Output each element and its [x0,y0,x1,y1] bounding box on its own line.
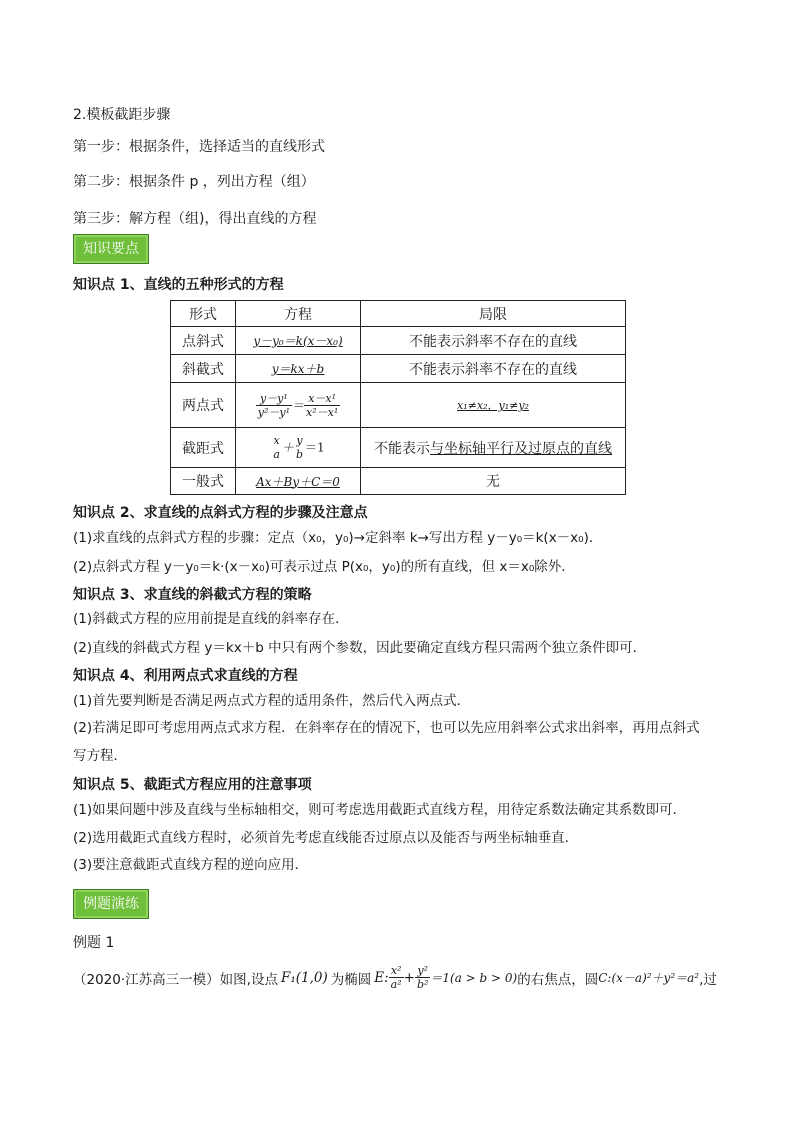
kp2-p1: (1)求直线的点斜式方程的步骤：定点（x₀，y₀)→定斜率 k→写出方程 y－y₀＝k(x－x₀)． [73,530,603,546]
row-limit: x₁≠x₂，y₁≠y₂ [361,383,626,428]
kp5-title: 知识点 5、截距式方程应用的注意事项 [73,777,312,793]
kp3-p1: (1)斜截式方程的应用前提是直线的斜率存在． [73,611,349,627]
table-row [171,468,626,495]
row-limit: 无 [361,468,626,495]
kp4-p1: (1)首先要判断是否满足两点式方程的适用条件，然后代入两点式． [73,693,471,709]
kp2-p2: (2)点斜式方程 y－y₀＝k·(x－x₀)可表示过点 P(x₀，y₀)的所有直线，但 x＝x₀除外． [73,559,575,575]
step-2: 第二步：根据条件 p ，列出方程（组） [73,174,315,190]
circle-equation: C:(x－a)²＋y²＝a² [598,971,700,985]
row-equation: y＝kx＋b [236,355,361,383]
kp4-p2a: (2)若满足即可考虑用两点式求方程．在斜率存在的情况下，也可以先应用斜率公式求出斜率，再用点斜式 [73,720,700,736]
row-form: 点斜式 [171,327,236,355]
row-form: 两点式 [171,383,236,428]
fraction: $\frac{\text{y－y¹}}{\text{y²－y¹}}$ [257,391,290,419]
kp5-p3: (3)要注意截距式直线方程的逆向应用． [73,857,309,873]
row-form: 截距式 [171,428,236,468]
row-limit: 不能表示斜率不存在的直线 [361,327,626,355]
kp1-title: 知识点 1、直线的五种形式的方程 [73,277,284,293]
fraction: $\frac{x}{a}$ [273,434,280,461]
row-limit: 不能表示斜率不存在的直线 [361,355,626,383]
table-header-row [171,301,626,327]
example-source: （2020·江苏高三一模）如图,设点 [73,971,278,988]
header-form: 形式 [171,301,236,327]
row-form: 斜截式 [171,355,236,383]
example-end: ,过 [699,971,717,988]
row-form: 一般式 [171,468,236,495]
kp5-p1: (1)如果问题中涉及直线与坐标轴相交，则可考虑选用截距式直线方程，用待定系数法确定其系数即可． [73,802,687,818]
example-problem: （2020·江苏高三一模）如图,设点 F₁(1,0) 为椭圆 E: $\frac{\text{x²}}{\text{a²}}$ + $\frac{\text{y²}}{\text{b²}}$ ＝1(a > b > 0) 的右焦点，圆 C:(x－a)²＋y²＝a² ,过 [73,964,717,991]
line-forms-table [170,300,626,495]
example-point: F₁(1,0) [280,969,328,986]
template-heading: 2.模板截距步骤 [73,107,171,123]
fraction: $\frac{\text{x²}}{\text{a²}}$ [390,964,402,991]
knowledge-points-tag: 知识要点 [73,234,149,264]
fraction: $\frac{y}{b}$ [295,434,303,461]
step-3: 第三步：解方程（组)，得出直线的方程 [73,211,317,227]
table-row [171,428,626,468]
step-1: 第一步：根据条件，选择适当的直线形式 [73,139,325,155]
row-equation: $\frac{x}{a}$ ＋ $\frac{y}{b}$ ＝1 [236,428,361,468]
row-equation: y－y₀＝k(x－x₀) [236,327,361,355]
header-equation: 方程 [236,301,361,327]
kp3-title: 知识点 3、求直线的斜截式方程的策略 [73,587,312,603]
row-limit: 不能表示与坐标轴平行及过原点的直线 [361,428,626,468]
examples-tag: 例题演练 [73,889,149,919]
kp4-p2b: 写方程． [73,748,127,764]
kp2-title: 知识点 2、求直线的点斜式方程的步骤及注意点 [73,505,368,521]
table-row [171,383,626,428]
example-label: 例题 1 [73,935,115,951]
table-row [171,355,626,383]
ellipse-name: E: [374,969,389,986]
ellipse-tail: ＝1(a > b > 0) [430,971,518,985]
kp4-title: 知识点 4、利用两点式求直线的方程 [73,668,298,684]
example-after: 的右焦点，圆 [517,971,599,988]
header-limit: 局限 [361,301,626,327]
example-mid: 为椭圆 [330,971,372,988]
fraction: $\frac{\text{x－x¹}}{\text{x²－x¹}}$ [306,391,339,419]
fraction: $\frac{\text{y²}}{\text{b²}}$ [416,964,429,991]
table-row [171,327,626,355]
kp3-p2: (2)直线的斜截式方程 y＝kx＋b 中只有两个参数，因此要确定直线方程只需两个独立条件即可． [73,640,647,656]
row-equation: Ax＋By＋C＝0 [236,468,361,495]
kp5-p2: (2)选用截距式直线方程时，必须首先考虑直线能否过原点以及能否与两坐标轴垂直． [73,830,579,846]
row-equation: $\frac{\text{y－y¹}}{\text{y²－y¹}}$ ＝ $\frac{\text{x－x¹}}{\text{x²－x¹}}$ [236,383,361,428]
